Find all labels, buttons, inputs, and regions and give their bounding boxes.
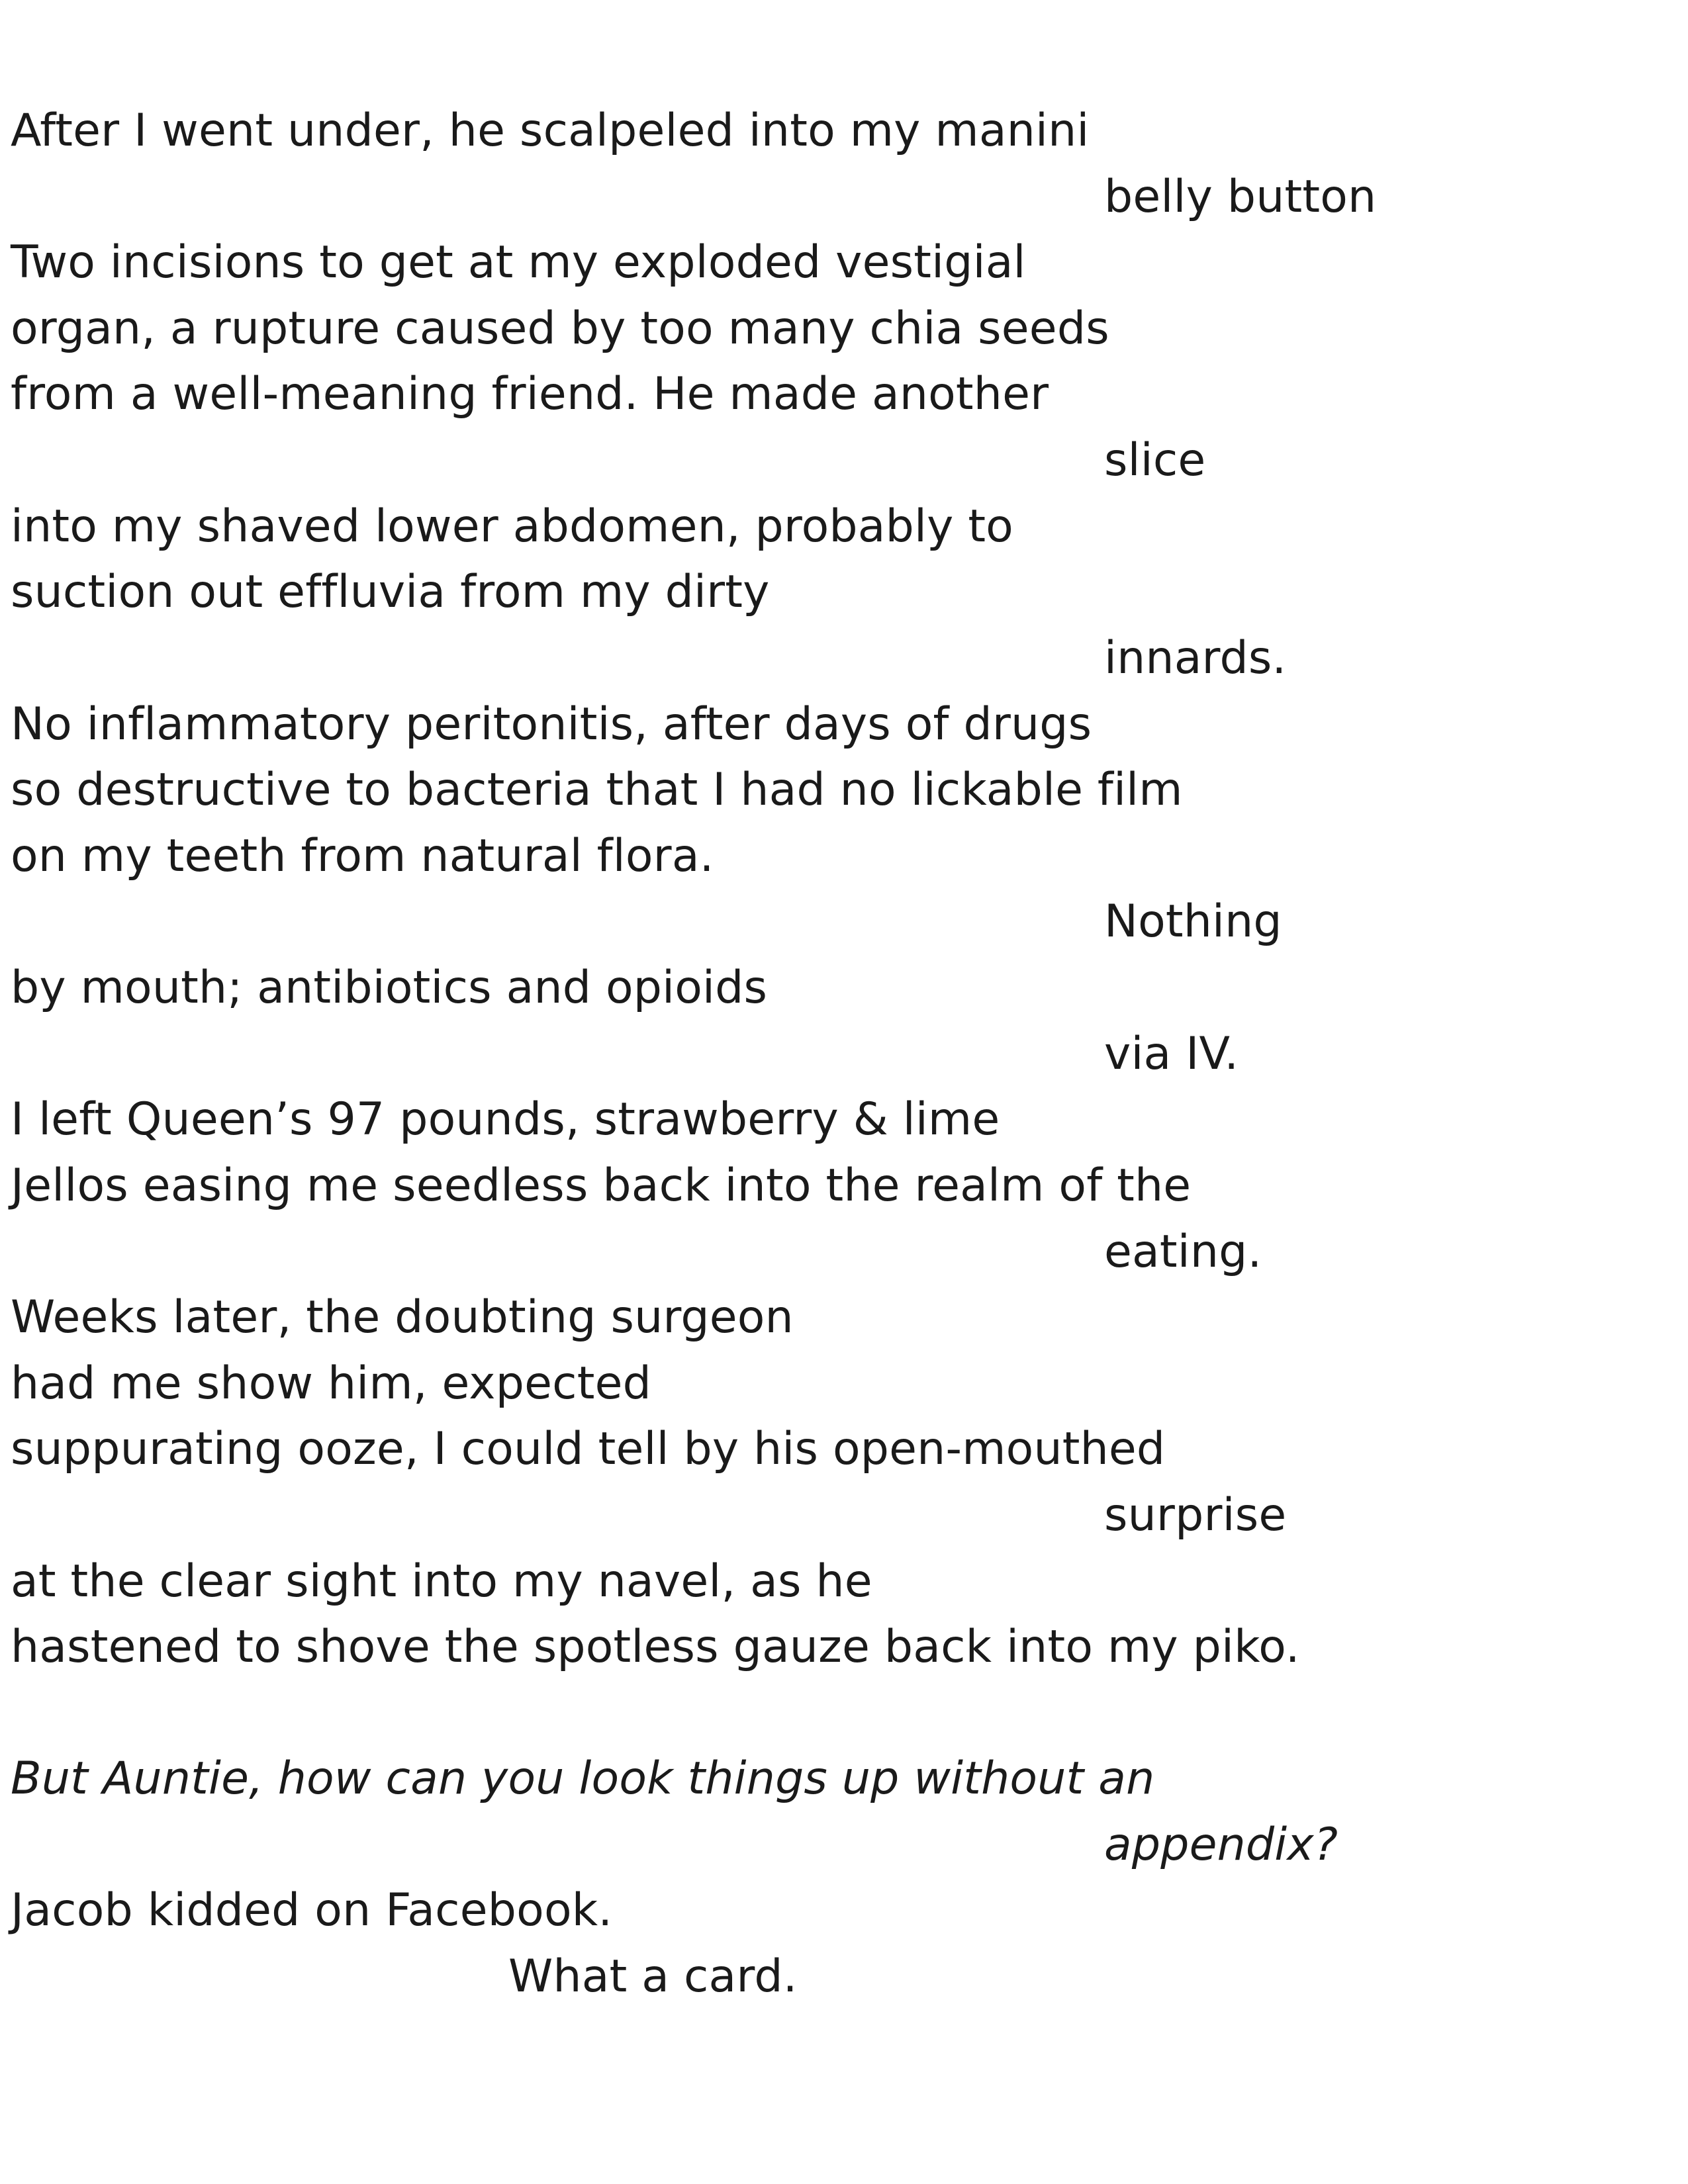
poem-line: organ, a rupture caused by too many chia seeds <box>11 302 1109 355</box>
poem-line: from a well-meaning friend. He made another <box>11 368 1049 420</box>
poem-line: had me show him, expected <box>11 1357 651 1410</box>
poem-line: Jacob kidded on Facebook. <box>11 1884 613 1936</box>
poem-line: hastened to shove the spotless gauze back into my piko. <box>11 1621 1300 1673</box>
poem-line: into my shaved lower abdomen, probably to <box>11 500 1013 553</box>
poem-line-indented: slice <box>1104 434 1206 486</box>
poem-line-indented: innards. <box>1104 632 1287 684</box>
poem-line: suppurating ooze, I could tell by his open-mouthed <box>11 1423 1166 1475</box>
poem-line: I left Queen’s 97 pounds, strawberry & lime <box>11 1093 1000 1146</box>
poem-line: Weeks later, the doubting surgeon <box>11 1291 794 1343</box>
poem-line-indented: surprise <box>1104 1489 1287 1541</box>
poem-line: so destructive to bacteria that I had no lickable film <box>11 764 1183 816</box>
poem-line-indented: Nothing <box>1104 895 1282 948</box>
poem-line: No inflammatory peritonitis, after days of drugs <box>11 698 1092 751</box>
poem-line: Two incisions to get at my exploded vestigial <box>11 236 1026 289</box>
poem-line-indented: via IV. <box>1104 1028 1239 1080</box>
poem-line: on my teeth from natural flora. <box>11 830 714 882</box>
poem-line: at the clear sight into my navel, as he <box>11 1555 872 1608</box>
poem-line: suction out effluvia from my dirty <box>11 566 770 618</box>
poem-line-indented: eating. <box>1104 1226 1262 1278</box>
poem-line-indented: belly button <box>1104 171 1377 223</box>
poem-line: Jellos easing me seedless back into the realm of the <box>11 1160 1192 1212</box>
poem-line-closing: What a card. <box>508 1950 798 2003</box>
poem-line: by mouth; antibiotics and opioids <box>11 962 768 1014</box>
poem-line-italic: But Auntie, how can you look things up without an <box>11 1752 1155 1805</box>
poem-line-italic-indented: appendix? <box>1104 1819 1338 1871</box>
poem-line: After I went under, he scalpeled into my manini <box>11 105 1090 157</box>
